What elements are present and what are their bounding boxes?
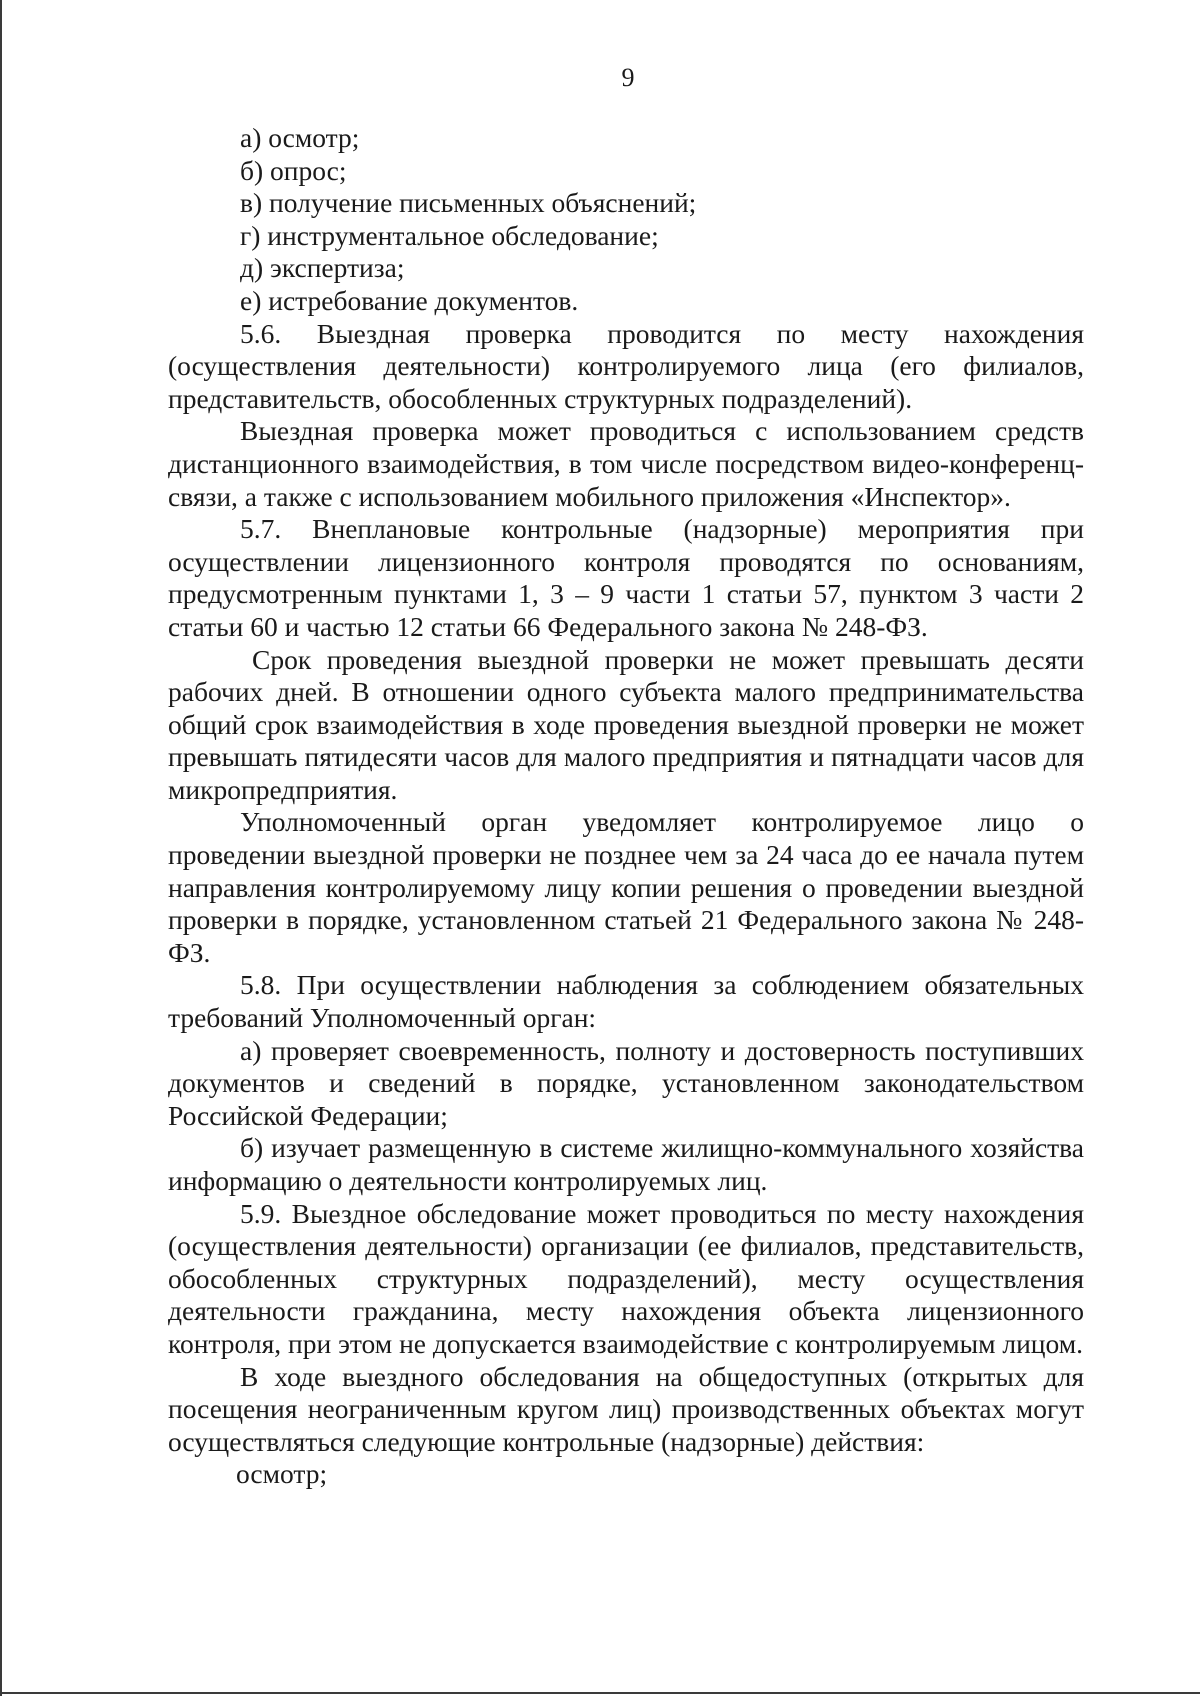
paragraph-5-6: 5.6. Выездная проверка проводится по месту нахождения (осуществления деятельности) контролируемого лица (его филиалов, представительств, обособленных структурных подразделений). (168, 317, 1084, 414)
page-number: 9 (621, 63, 635, 92)
paragraph-field-survey-actions: В ходе выездного обследования на общедоступных (открытых для посещения неограниченным кругом лиц) производственных объектах могут осуществляться следующие контрольные (надзорные) действия: (168, 1360, 1084, 1457)
list-item-inspection-final: осмотр; (236, 1458, 328, 1490)
paragraph-5-8-b: б) изучает размещенную в системе жилищно-коммунального хозяйства информацию о деятельности контролируемых лиц. (168, 1132, 1084, 1196)
page-edge-bottom (0, 1692, 1200, 1694)
page-edge-left (0, 0, 2, 1696)
paragraph-5-8: 5.8. При осуществлении наблюдения за соблюдением обязательных требований Уполномоченный орган: (168, 969, 1084, 1034)
list-item-expertise: д) экспертиза; (240, 252, 405, 284)
paragraph-5-9: 5.9. Выездное обследование может проводиться по месту нахождения (осуществления деятельности) организации (ее филиалов, представительств, обособленных структурных подразделений), месту осуществления деятельности гражданина, месту нахождения объекта лицензионного контроля, при этом не допускается взаимодействие с контролируемым лицом. (168, 1197, 1084, 1359)
list-item-document-request: е) истребование документов. (240, 284, 579, 316)
paragraph-remote-inspection: Выездная проверка может проводиться с использованием средств дистанционного взаимодействия, в том числе посредством видео-конференц-связи, а также с использованием мобильного приложения «Инспектор». (168, 415, 1084, 512)
list-item-instrumental-examination: г) инструментальное обследование; (240, 219, 659, 251)
paragraph-5-8-a: а) проверяет своевременность, полноту и достоверность поступивших документов и сведений в порядке, установленном законодательством Российской Федерации; (168, 1034, 1084, 1131)
list-item-written-explanations: в) получение письменных объяснений; (240, 187, 697, 219)
paragraph-notification: Уполномоченный орган уведомляет контролируемое лицо о проведении выездной проверки не позднее чем за 24 часа до ее начала путем направления контролируемому лицу копии решения о проведении выездной проверки в порядке, установленном статьей 21 Федерального закона № 248-ФЗ. (168, 806, 1084, 968)
document-body (168, 122, 1084, 1491)
list-item-inspection: а) осмотр; (240, 122, 360, 153)
paragraph-5-7: 5.7. Внеплановые контрольные (надзорные) мероприятия при осуществлении лицензионного контроля проводятся по основаниям, предусмотренным пунктами 1, 3 – 9 части 1 статьи 57, пунктом 3 части 2 статьи 60 и частью 12 статьи 66 Федерального закона № 248-ФЗ. (168, 513, 1084, 642)
list-item-survey: б) опрос; (240, 154, 347, 186)
paragraph-inspection-term: Срок проведения выездной проверки не может превышать десяти рабочих дней. В отношении одного субъекта малого предпринимательства общий срок взаимодействия в ходе проведения выездной проверки не может превышать пятидесяти часов для малого предприятия и пятнадцати часов для микропредприятия. (168, 643, 1084, 805)
